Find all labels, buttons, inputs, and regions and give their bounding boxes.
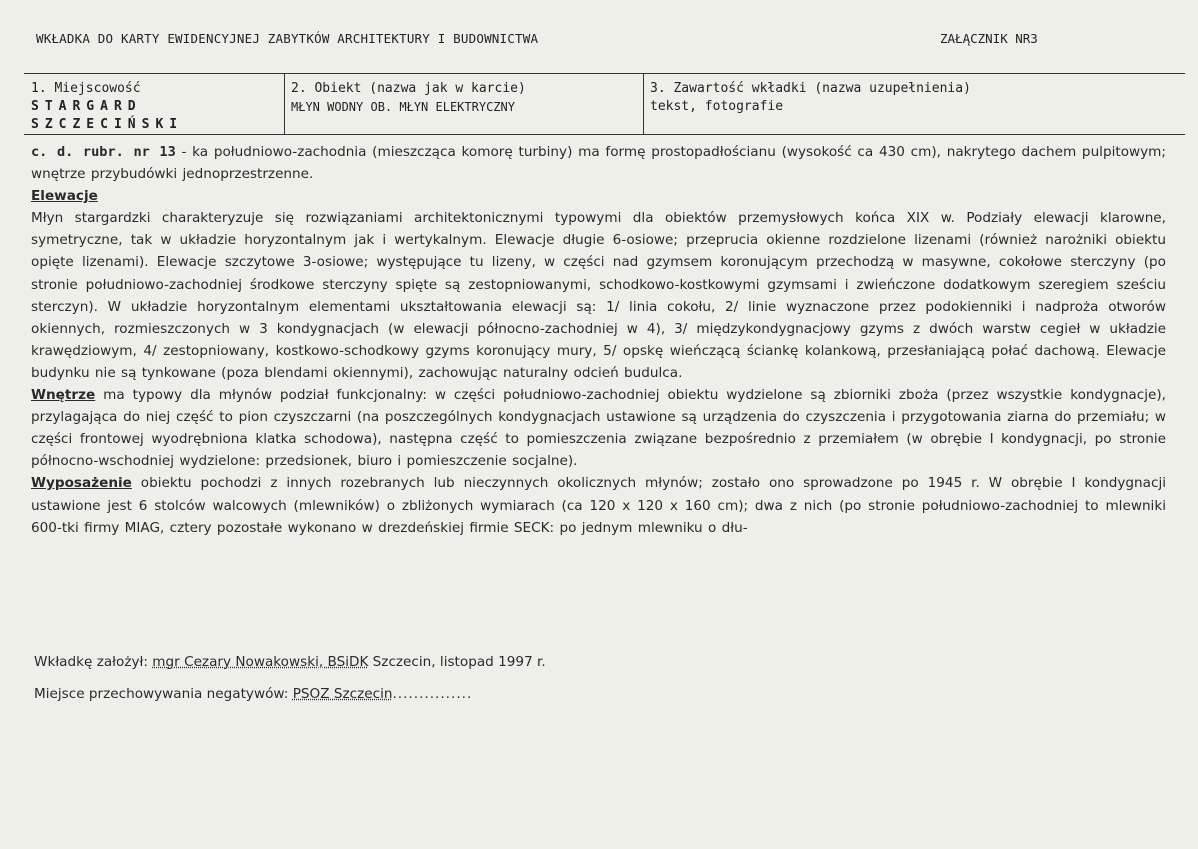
- locality-label: 1. Miejscowość: [31, 81, 141, 96]
- elewacje-heading: Elewacje: [31, 188, 98, 205]
- wyposazenie-text: obiektu pochodzi z innych rozebranych lub nieczynnych okolicznych młynów; zostało ono sprowadzone po 1945 r. W obrębie I kondygnacji ustawione jest 6 stolców walcowych (mlewników) o zbliżonych wymiarach (ca 120 x 120 x 160 cm); dwa z nich (po stronie południowo-zachodniej to mlewniki 600-tki firmy MIAG, cztery pozostałe wykonano w drezdeńskiej firmie SECK: po jednym mlewniku o dłu-: [31, 475, 1166, 536]
- negatives-label: Miejsce przechowywania negatywów:: [34, 686, 289, 702]
- author-rest: Szczecin, listopad 1997 r.: [368, 654, 546, 670]
- field-object: [291, 80, 526, 116]
- author-line: [34, 654, 546, 670]
- object-label: 2. Obiekt (nazwa jak w karcie): [291, 81, 526, 96]
- author-value: mgr Cezary Nowakowski, BSiDK: [152, 654, 369, 670]
- rubric-label: c. d. rubr. nr 13: [31, 144, 176, 160]
- wyposazenie-heading: Wyposażenie: [31, 475, 132, 492]
- elewacje-paragraph: Młyn stargardzki charakteryzuje się rozwiązaniami architektonicznymi typowymi dla obiektów przemysłowych końca XIX w. Podziały elewacji klarowne, symetryczne, tak w układzie horyzontalnym jak i wertykalnym. Elewacje długie 6-osiowe; przeprucia okienne rozdzielone lizenami (również narożniki obiektu opięte lizenami). Elewacje szczytowe 3-osiowe; występujące tu lizeny, w części nad gzymsem koronującym przechodzą w masywne, cokołowe sterczyny (po stronie południowo-zachodniej środkowe sterczyny spięte są zestopniowanymi, schodkowo-kostkowymi gzymsami i zwieńczone dodatkowym szeregiem sześciu sterczyn). W układzie horyzontalnym elementami ukształtowania elewacji są: 1/ linia cokołu, 2/ linie wyznaczone przez podokienniki i nadproża otworów okiennych, rozmieszczonych w 3 kondygnacjach (w elewacji północno-zachodniej w 4), 3/ międzykondygnacjowy gzyms z dwóch warstw cegieł w układzie krawędziowym, 4/ zestopniowany, kostkowo-schodkowy gzyms koronujący mury, 5/ opskę wieńczącą ściankę kolankową, przesłaniającą połać dachową. Elewacje budynku nie są tynkowane (poza blendami okiennymi), zachowując naturalny odcień budulca.: [31, 210, 1166, 381]
- divider-2: [643, 74, 644, 134]
- author-label: Wkładkę założył:: [34, 654, 148, 670]
- attachment-number: ZAŁĄCZNIK NR3: [940, 31, 1038, 46]
- document-body: [31, 141, 1166, 539]
- elewacje-heading-line: [31, 185, 1166, 207]
- intro-text: - ka południowo-zachodnia (mieszcząca komorę turbiny) ma formę prostopadłościanu (wysokość ca 430 cm), nakrytego dachem pulpitowym; wnętrze przybudówki jednoprzestrzenne.: [31, 144, 1166, 183]
- wnetrze-paragraph: [31, 384, 1166, 472]
- negatives-line: [34, 686, 472, 702]
- form-title: WKŁADKA DO KARTY EWIDENCYJNEJ ZABYTKÓW ARCHITEKTURY I BUDOWNICTWA: [36, 31, 539, 46]
- content-label: 3. Zawartość wkładki (nazwa uzupełnienia): [650, 81, 971, 96]
- locality-line-2: SZCZECIŃSKI: [31, 117, 184, 132]
- rule-below-fields: [24, 134, 1185, 135]
- negatives-value: PSOZ Szczecin: [292, 686, 393, 702]
- field-locality: [31, 80, 183, 134]
- field-content: [650, 80, 971, 116]
- wyposazenie-paragraph: [31, 472, 1166, 538]
- divider-1: [284, 74, 285, 134]
- locality-line-1: STARGARD: [31, 99, 142, 114]
- negatives-dots: ...............: [392, 686, 473, 702]
- wnetrze-text: ma typowy dla młynów podział funkcjonalny: w części południowo-zachodniej obiektu wydzielone są zbiorniki zboża (przez wszystkie kondygnacje), przylagająca do niej część to pion czyszczarni (na poszczególnych kondygnacjach ustawione są urządzenia do czyszczenia i przygotowania ziarna do przemiału; w części frontowej wyodrębniona klatka schodowa), następna część to pomieszczenia związane bezpośrednio z przemiałem (w obrębie I kondygnacji, po stronie północno-wschodniej wydzielone: przedsionek, biuro i pomieszczenie socjalne).: [31, 387, 1166, 470]
- content-value: tekst, fotografie: [650, 99, 784, 114]
- wnetrze-heading: Wnętrze: [31, 387, 96, 404]
- object-value: MŁYN WODNY OB. MŁYN ELEKTRYCZNY: [291, 100, 515, 114]
- intro-paragraph: [31, 141, 1166, 185]
- rule-top: [24, 73, 1185, 74]
